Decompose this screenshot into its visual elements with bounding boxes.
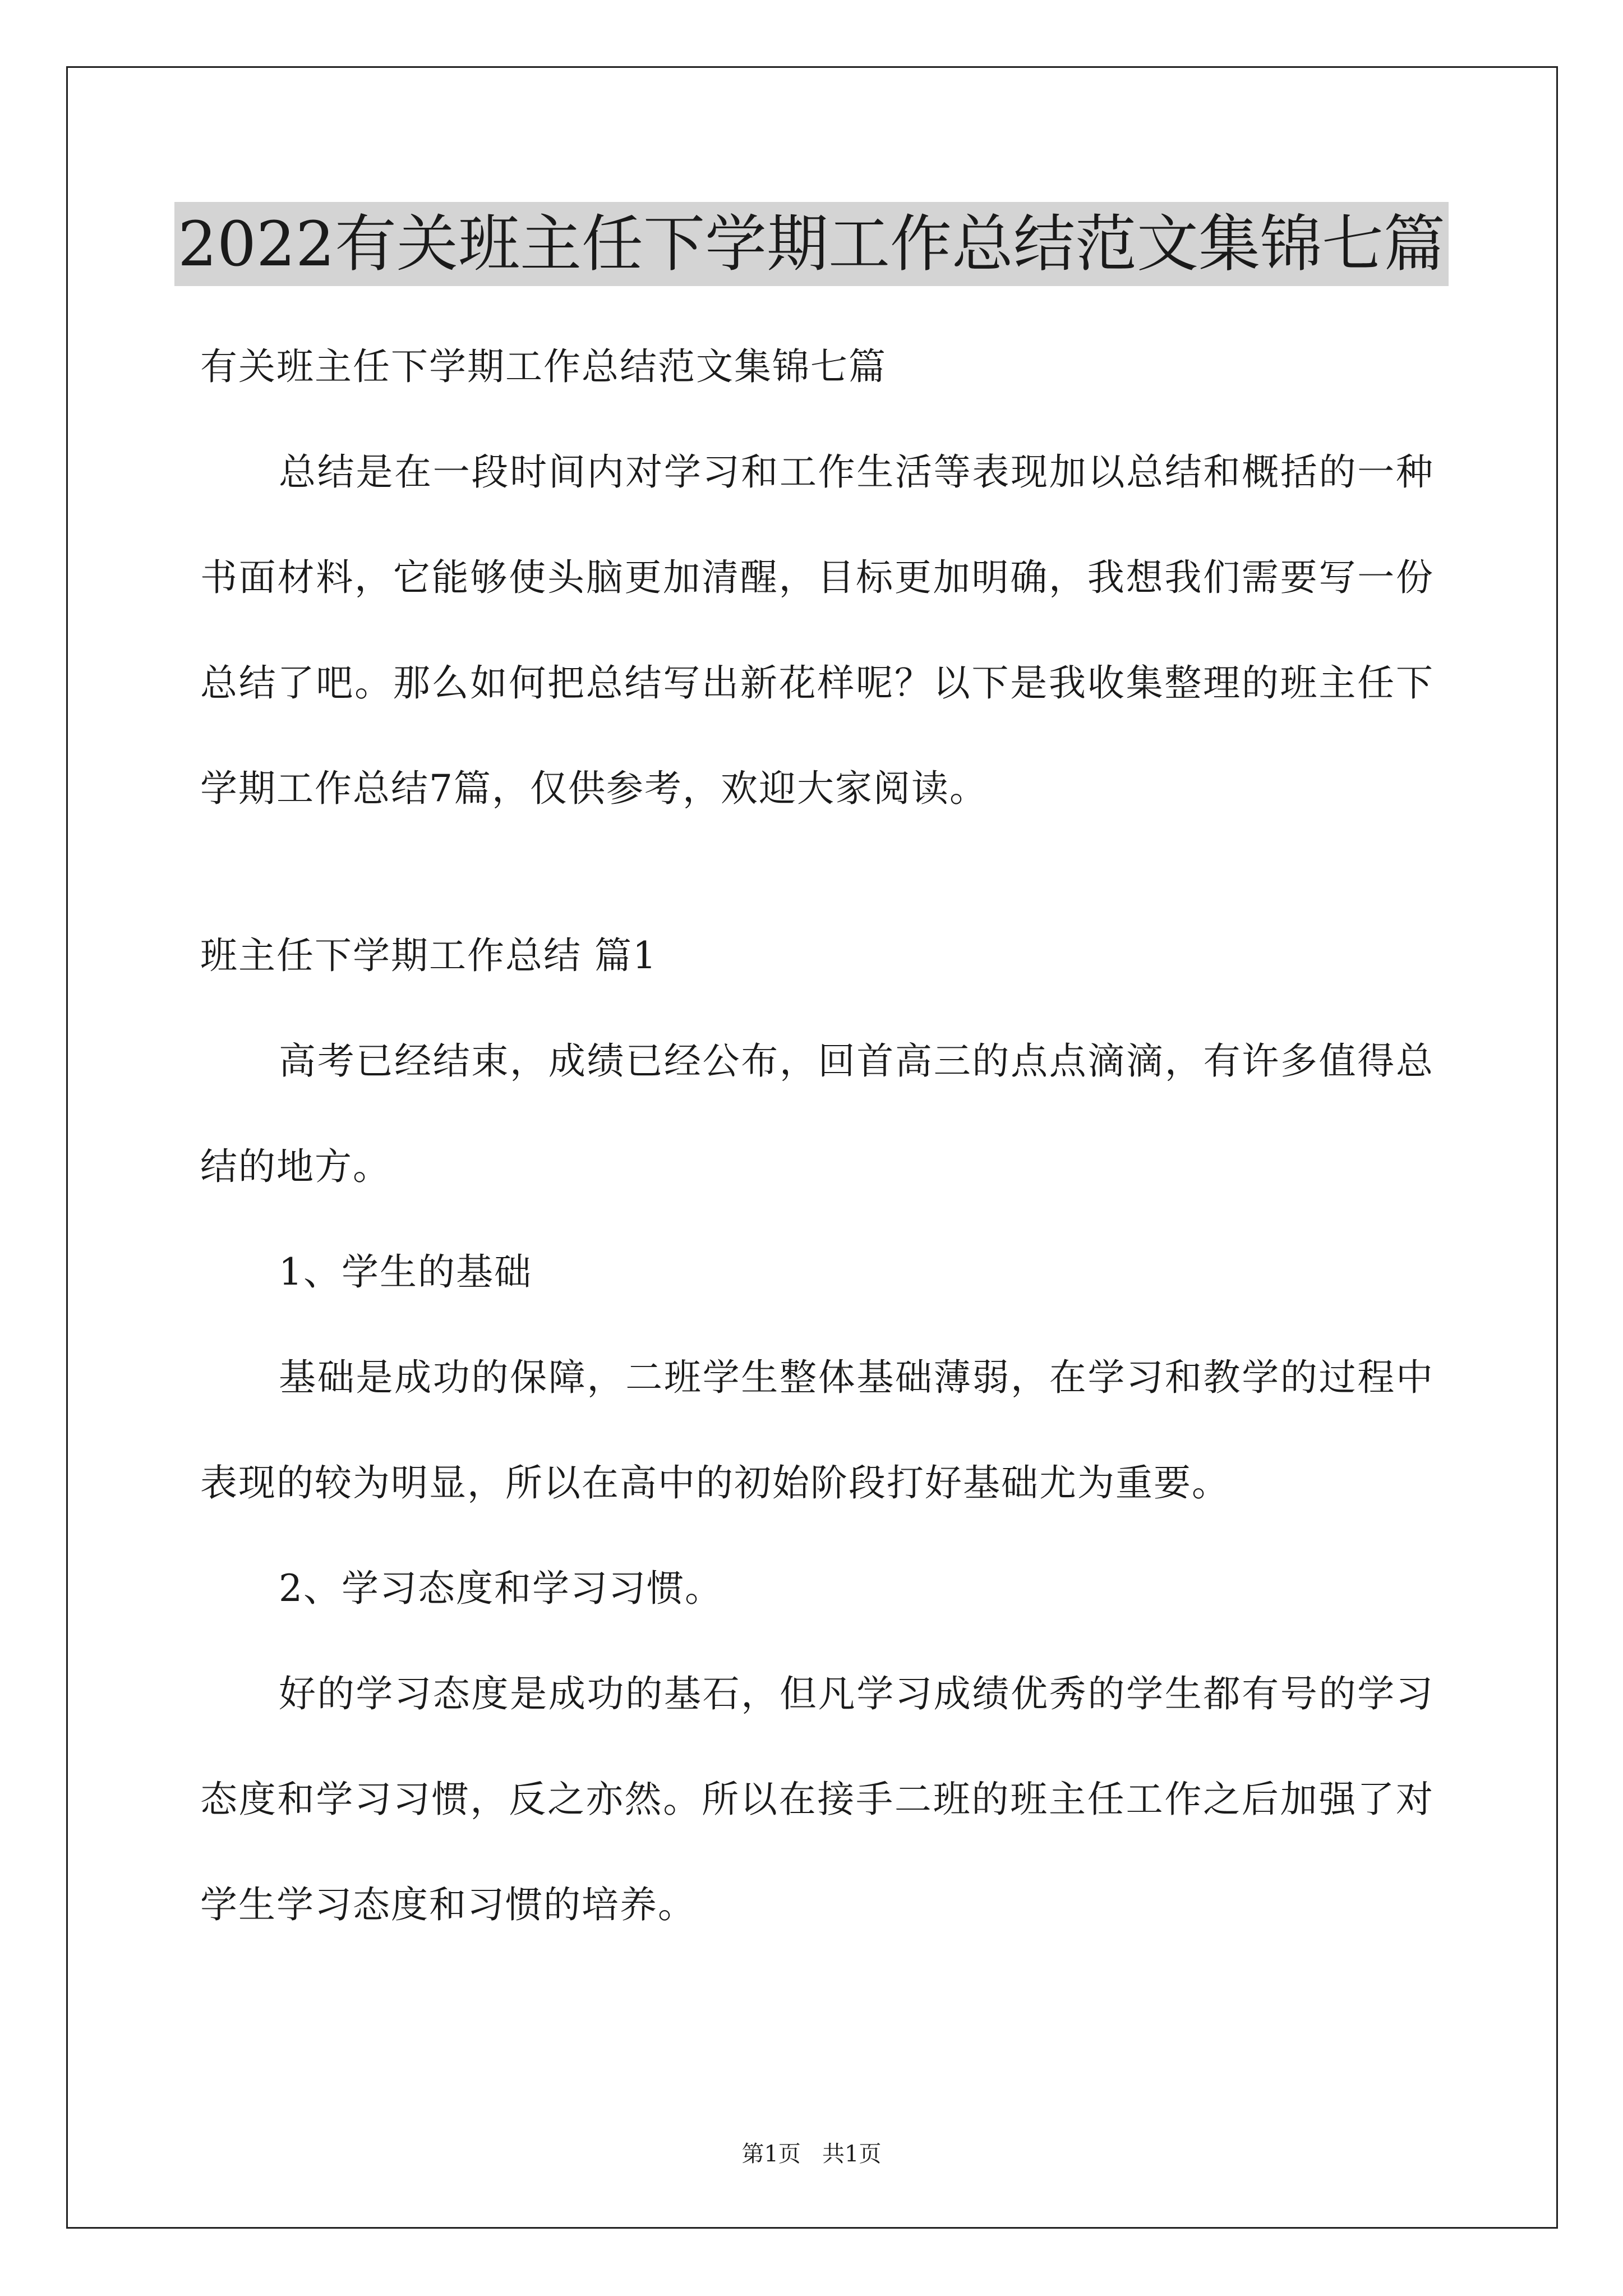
list-heading-2: 2、学习态度和学习习惯。 bbox=[279, 1567, 723, 1610]
page-footer: 第1页 共1页 bbox=[741, 2141, 882, 2167]
subtitle-paragraph: 有关班主任下学期工作总结范文集锦七篇 bbox=[200, 345, 887, 388]
title-container bbox=[0, 202, 1623, 286]
list-heading-1: 1、学生的基础 bbox=[279, 1250, 532, 1294]
section-heading: 班主任下学期工作总结 篇1 bbox=[200, 934, 657, 977]
body-paragraph: 基础是成功的保障，二班学生整体基础薄弱，在学习和教学的过程中表现的较为明显，所以在高中的初始阶段打好基础尤为重要。 bbox=[200, 1356, 1434, 1504]
body-paragraph: 高考已经结束，成绩已经公布，回首高三的点点滴滴，有许多值得总结的地方。 bbox=[200, 1039, 1434, 1188]
intro-paragraph: 总结是在一段时间内对学习和工作生活等表现加以总结和概括的一种书面材料，它能够使头脑更加清醒，目标更加明确，我想我们需要写一份总结了吧。那么如何把总结写出新花样呢？以下是我收集整理的班主任下学期工作总结7篇，仅供参考，欢迎大家阅读。 bbox=[200, 450, 1434, 810]
body-paragraph: 好的学习态度是成功的基石，但凡学习成绩优秀的学生都有号的学习态度和学习习惯，反之亦然。所以在接手二班的班主任工作之后加强了对学生学习态度和习惯的培养。 bbox=[200, 1672, 1434, 1926]
document-title: 2022有关班主任下学期工作总结范文集锦七篇 bbox=[174, 202, 1449, 286]
document-body bbox=[200, 314, 1434, 1958]
